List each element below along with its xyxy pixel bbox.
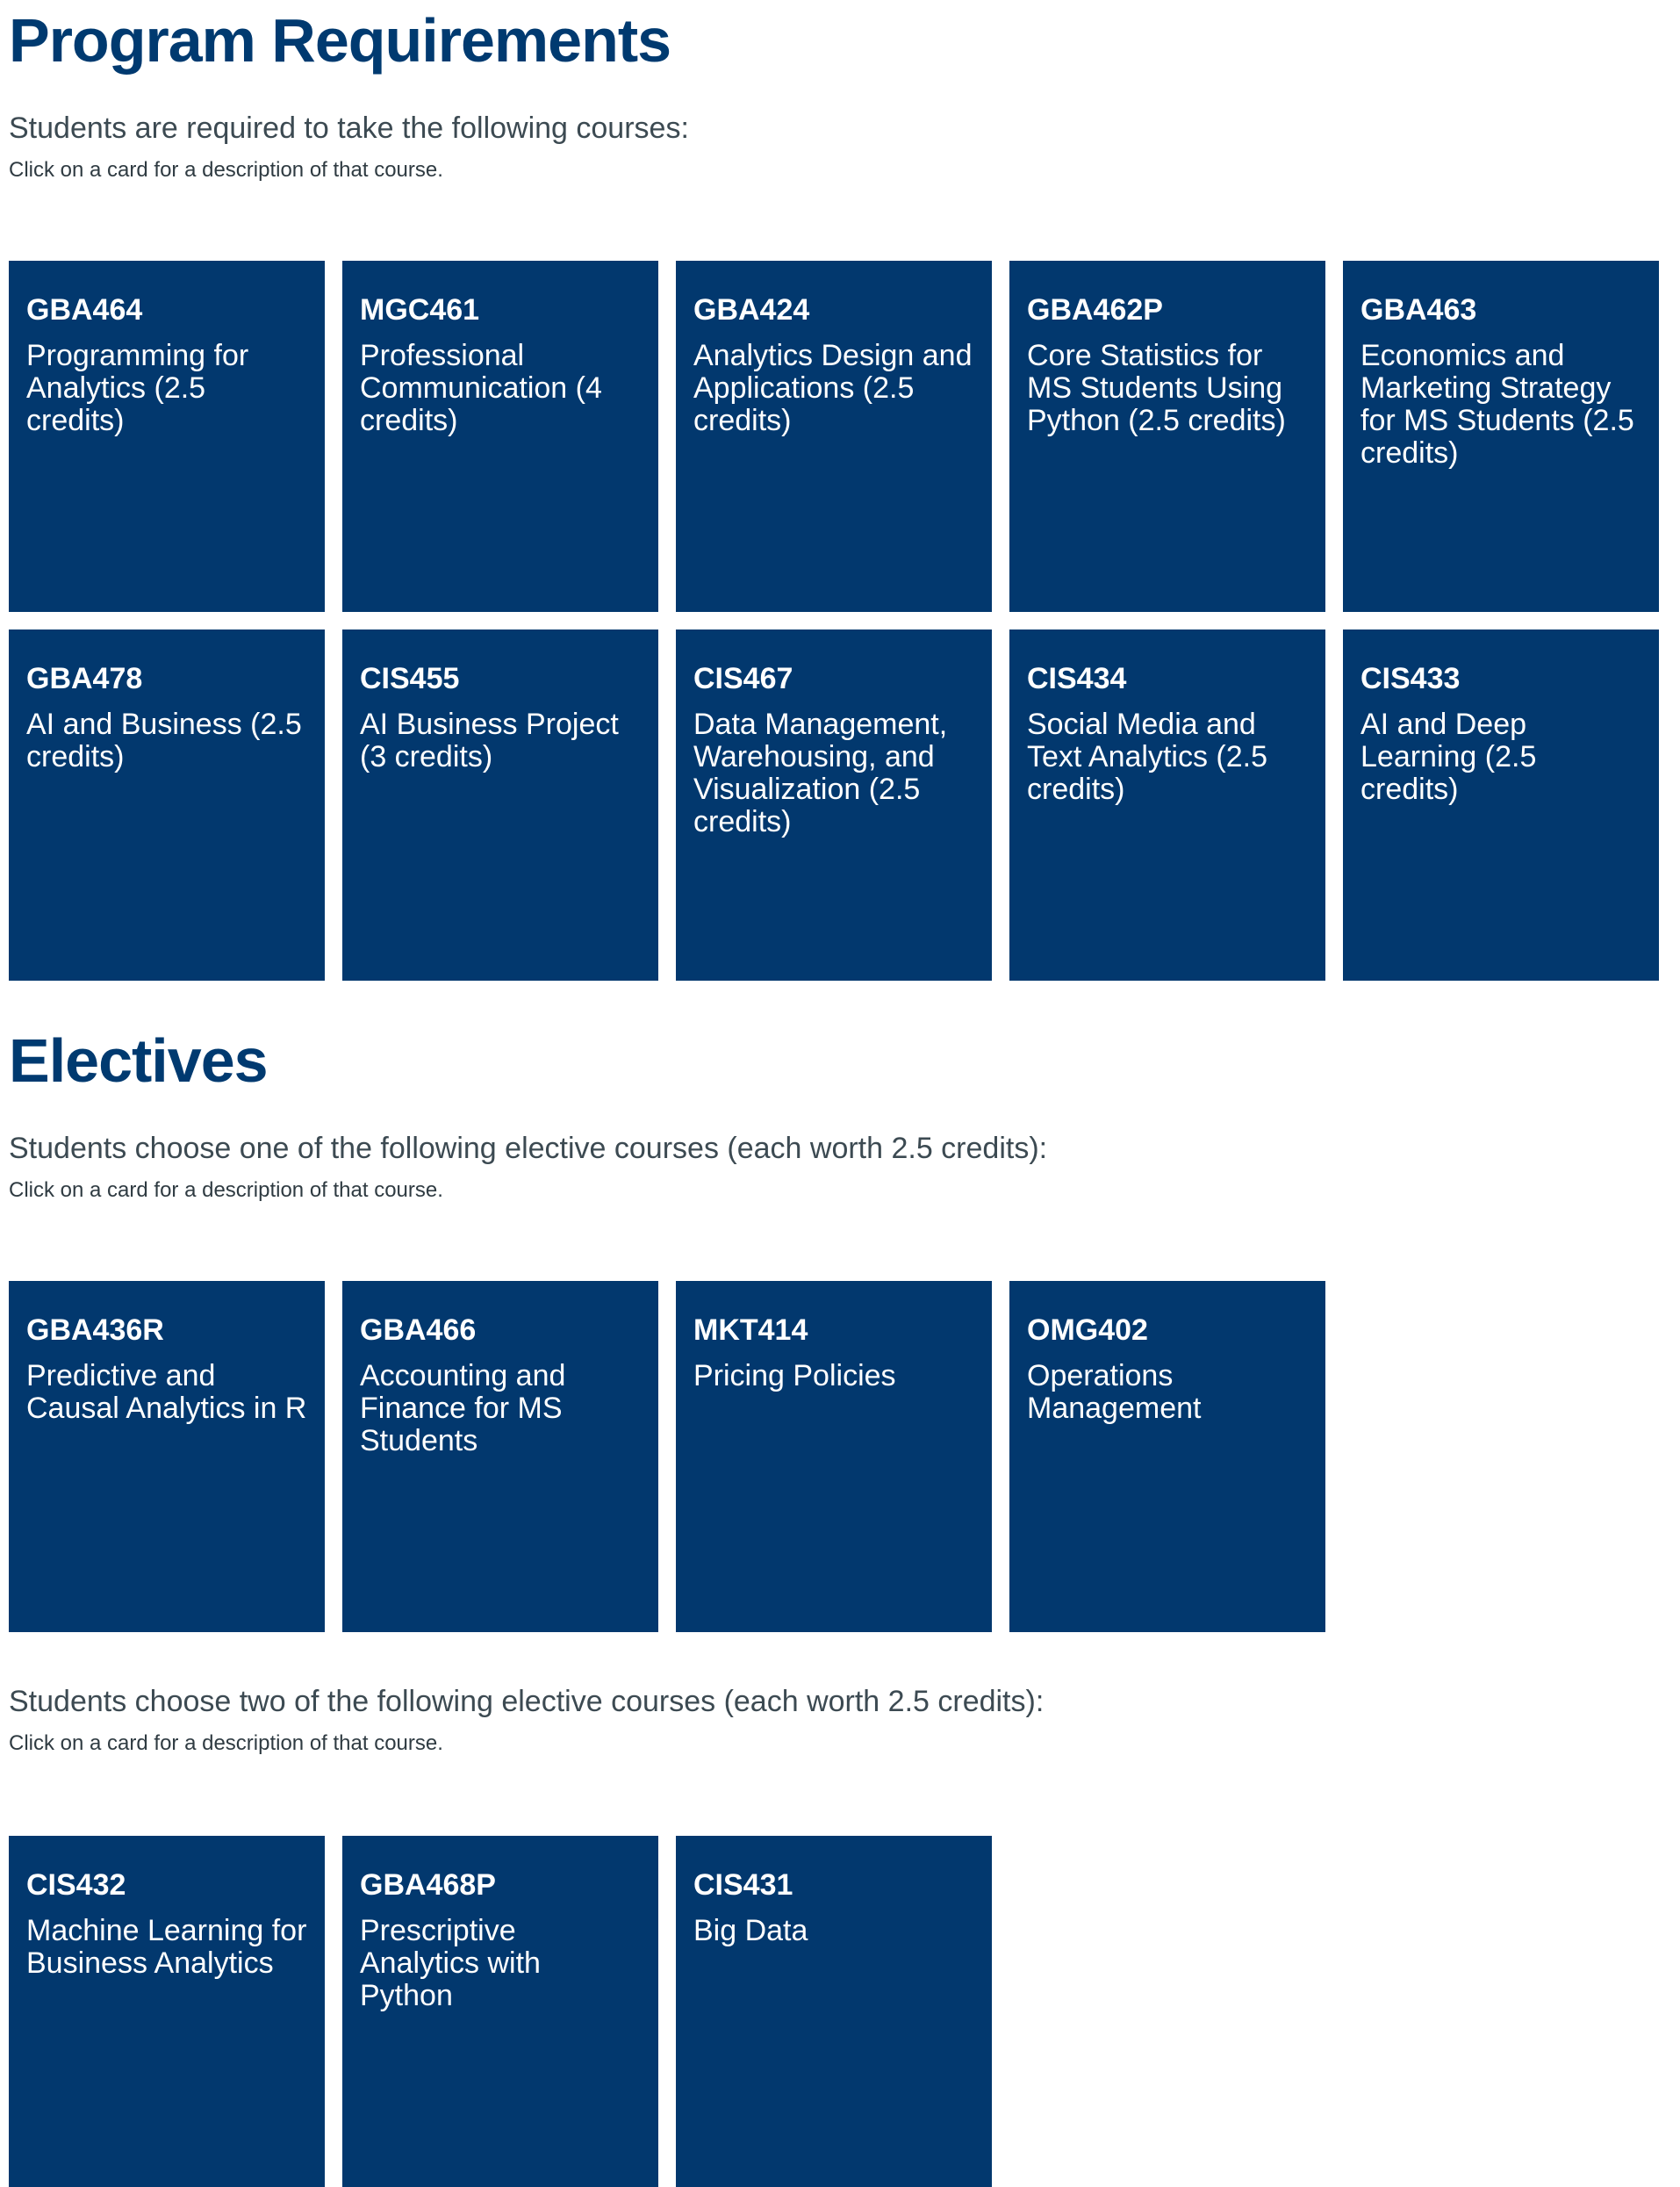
course-card[interactable] <box>1009 261 1325 612</box>
program-requirements-heading: Program Requirements <box>9 6 671 75</box>
program-requirements-section <box>9 5 1668 183</box>
course-code: GBA462P <box>1027 293 1163 327</box>
course-code: GBA478 <box>26 662 143 695</box>
course-card[interactable] <box>1343 261 1659 612</box>
course-card[interactable] <box>342 261 658 612</box>
electives-group2-section <box>9 1684 1668 1757</box>
electives-group2-hint: Click on a card for a description of that course. <box>9 1731 443 1755</box>
course-title: Social Media and Text Analytics (2.5 credits) <box>1027 708 1268 806</box>
course-card[interactable] <box>9 1836 325 2187</box>
course-card[interactable] <box>342 629 658 981</box>
course-title: Prescriptive Analytics with Python <box>360 1914 541 2012</box>
course-code: CIS432 <box>26 1868 126 1902</box>
course-code: CIS455 <box>360 662 460 695</box>
course-card[interactable] <box>676 1836 992 2187</box>
elective-group2-grid <box>9 1836 1659 2187</box>
course-card[interactable] <box>676 261 992 612</box>
course-code: GBA466 <box>360 1313 477 1347</box>
required-courses-grid <box>9 261 1659 981</box>
course-code: GBA463 <box>1361 293 1477 327</box>
course-card[interactable] <box>342 1281 658 1632</box>
course-title: AI and Business (2.5 credits) <box>26 708 302 773</box>
course-title: Pricing Policies <box>693 1359 896 1392</box>
course-title: Machine Learning for Business Analytics <box>26 1914 307 1980</box>
course-code: OMG402 <box>1027 1313 1148 1347</box>
electives-group1-hint: Click on a card for a description of that course. <box>9 1178 443 1202</box>
course-card[interactable] <box>676 1281 992 1632</box>
program-intro: Students are required to take the following courses: <box>9 112 689 145</box>
course-title: AI Business Project (3 credits) <box>360 708 619 773</box>
course-code: GBA424 <box>693 293 810 327</box>
course-card[interactable] <box>9 261 325 612</box>
elective-group1-grid <box>9 1281 1659 1632</box>
course-card[interactable] <box>342 1836 658 2187</box>
course-card[interactable] <box>9 1281 325 1632</box>
course-card[interactable] <box>1343 629 1659 981</box>
course-card[interactable] <box>1009 629 1325 981</box>
course-card[interactable] <box>676 629 992 981</box>
course-title: AI and Deep Learning (2.5 credits) <box>1361 708 1537 806</box>
electives-heading: Electives <box>9 1026 268 1095</box>
course-code: GBA464 <box>26 293 143 327</box>
course-title: Accounting and Finance for MS Students <box>360 1359 566 1457</box>
course-title: Programming for Analytics (2.5 credits) <box>26 339 249 437</box>
course-code: CIS431 <box>693 1868 793 1902</box>
course-title: Operations Management <box>1027 1359 1202 1425</box>
electives-section <box>9 1025 1668 1204</box>
course-code: MKT414 <box>693 1313 808 1347</box>
course-code: GBA468P <box>360 1868 496 1902</box>
course-title: Big Data <box>693 1914 808 1947</box>
electives-group2-intro: Students choose two of the following elective courses (each worth 2.5 credits): <box>9 1685 1045 1718</box>
course-code: CIS434 <box>1027 662 1127 695</box>
course-code: MGC461 <box>360 293 480 327</box>
course-title: Economics and Marketing Strategy for MS Students (2.5 credits) <box>1361 339 1634 470</box>
program-hint: Click on a card for a description of that course. <box>9 158 443 182</box>
course-code: GBA436R <box>26 1313 164 1347</box>
course-code: CIS433 <box>1361 662 1461 695</box>
course-title: Professional Communication (4 credits) <box>360 339 602 437</box>
course-card[interactable] <box>9 629 325 981</box>
course-title: Data Management, Warehousing, and Visualization (2.5 credits) <box>693 708 948 838</box>
course-title: Analytics Design and Applications (2.5 credits) <box>693 339 973 437</box>
electives-group1-intro: Students choose one of the following elective courses (each worth 2.5 credits): <box>9 1132 1048 1165</box>
course-title: Predictive and Causal Analytics in R <box>26 1359 307 1425</box>
course-title: Core Statistics for MS Students Using Python (2.5 credits) <box>1027 339 1286 437</box>
course-code: CIS467 <box>693 662 793 695</box>
course-card[interactable] <box>1009 1281 1325 1632</box>
